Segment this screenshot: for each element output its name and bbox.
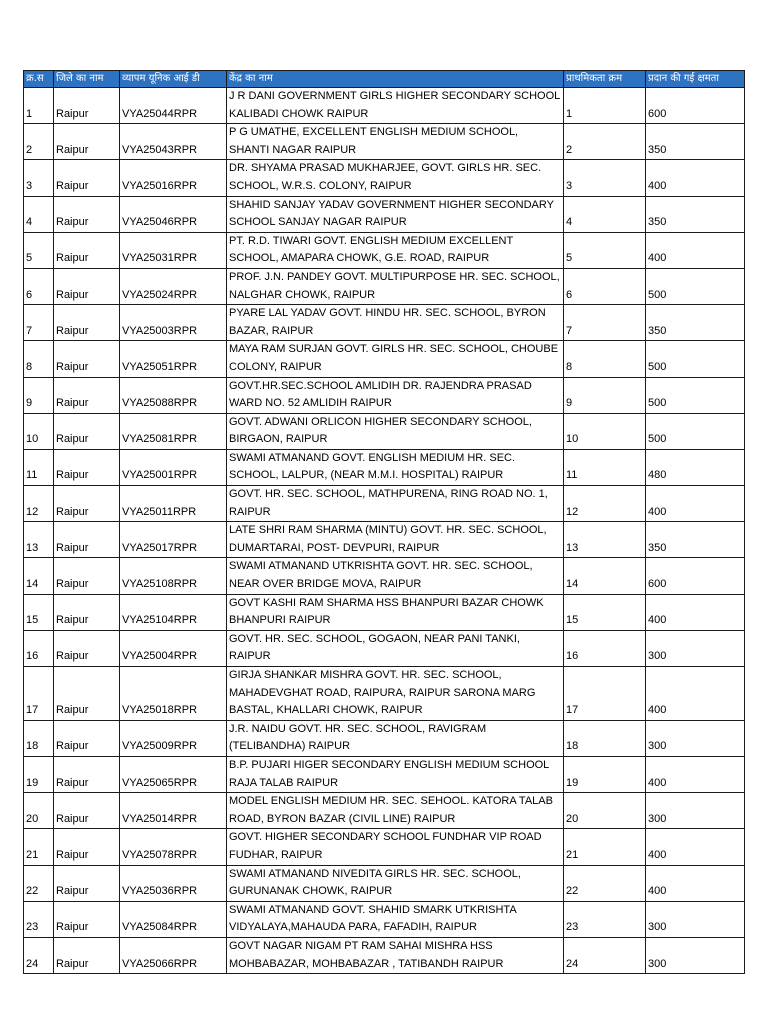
cell-district: Raipur xyxy=(54,377,120,413)
cell-district: Raipur xyxy=(54,829,120,865)
cell-center-name: PT. R.D. TIWARI GOVT. ENGLISH MEDIUM EXCELLENT SCHOOL, AMAPARA CHOWK, G.E. ROAD, RAIPUR xyxy=(227,232,564,268)
cell-vyapam-id: VYA25017RPR xyxy=(120,522,227,558)
cell-district: Raipur xyxy=(54,305,120,341)
cell-serial-number: 1 xyxy=(24,88,54,124)
cell-vyapam-id: VYA25108RPR xyxy=(120,558,227,594)
header-serial-number: क्र.स xyxy=(24,71,54,88)
cell-priority: 5 xyxy=(564,232,646,268)
cell-vyapam-id: VYA25004RPR xyxy=(120,630,227,666)
cell-vyapam-id: VYA25081RPR xyxy=(120,413,227,449)
cell-capacity: 500 xyxy=(646,413,745,449)
cell-priority: 17 xyxy=(564,667,646,721)
cell-capacity: 300 xyxy=(646,901,745,937)
cell-center-name: SWAMI ATMANAND UTKRISHTA GOVT. HR. SEC. SCHOOL, NEAR OVER BRIDGE MOVA, RAIPUR xyxy=(227,558,564,594)
cell-center-name: GOVT. ADWANI ORLICON HIGHER SECONDARY SCHOOL, BIRGAON, RAIPUR xyxy=(227,413,564,449)
cell-priority: 8 xyxy=(564,341,646,377)
cell-capacity: 350 xyxy=(646,124,745,160)
cell-center-name: GIRJA SHANKAR MISHRA GOVT. HR. SEC. SCHOOL, MAHADEVGHAT ROAD, RAIPURA, RAIPUR SARONA MARG BASTAL, KHALLARI CHOWK, RAIPUR xyxy=(227,667,564,721)
cell-capacity: 400 xyxy=(646,232,745,268)
table-row xyxy=(24,901,745,937)
cell-center-name: GOVT. HR. SEC. SCHOOL, MATHPURENA, RING ROAD NO. 1, RAIPUR xyxy=(227,486,564,522)
table-row xyxy=(24,865,745,901)
cell-center-name: P G UMATHE, EXCELLENT ENGLISH MEDIUM SCHOOL, SHANTI NAGAR RAIPUR xyxy=(227,124,564,160)
cell-serial-number: 4 xyxy=(24,196,54,232)
cell-capacity: 350 xyxy=(646,196,745,232)
cell-serial-number: 24 xyxy=(24,937,54,973)
header-district: जिले का नाम xyxy=(54,71,120,88)
cell-priority: 10 xyxy=(564,413,646,449)
cell-center-name: GOVT NAGAR NIGAM PT RAM SAHAI MISHRA HSS MOHBABAZAR, MOHBABAZAR , TATIBANDH RAIPUR xyxy=(227,937,564,973)
cell-center-name: LATE SHRI RAM SHARMA (MINTU) GOVT. HR. SEC. SCHOOL, DUMARTARAI, POST- DEVPURI, RAIPUR xyxy=(227,522,564,558)
cell-priority: 23 xyxy=(564,901,646,937)
cell-center-name: PYARE LAL YADAV GOVT. HINDU HR. SEC. SCHOOL, BYRON BAZAR, RAIPUR xyxy=(227,305,564,341)
table-row xyxy=(24,756,745,792)
cell-center-name: GOVT. HIGHER SECONDARY SCHOOL FUNDHAR VIP ROAD FUDHAR, RAIPUR xyxy=(227,829,564,865)
table-row xyxy=(24,720,745,756)
cell-serial-number: 13 xyxy=(24,522,54,558)
table-row xyxy=(24,160,745,196)
cell-vyapam-id: VYA25014RPR xyxy=(120,793,227,829)
cell-center-name: SWAMI ATMANAND GOVT. SHAHID SMARK UTKRISHTA VIDYALAYA,MAHAUDA PARA, FAFADIH, RAIPUR xyxy=(227,901,564,937)
table-row xyxy=(24,558,745,594)
cell-priority: 2 xyxy=(564,124,646,160)
cell-district: Raipur xyxy=(54,720,120,756)
cell-district: Raipur xyxy=(54,124,120,160)
cell-serial-number: 2 xyxy=(24,124,54,160)
cell-district: Raipur xyxy=(54,630,120,666)
cell-capacity: 300 xyxy=(646,630,745,666)
cell-vyapam-id: VYA25031RPR xyxy=(120,232,227,268)
cell-district: Raipur xyxy=(54,901,120,937)
exam-center-sheet xyxy=(23,70,744,974)
header-capacity: प्रदान की गई क्षमता xyxy=(646,71,745,88)
cell-capacity: 500 xyxy=(646,377,745,413)
cell-district: Raipur xyxy=(54,160,120,196)
cell-center-name: SHAHID SANJAY YADAV GOVERNMENT HIGHER SECONDARY SCHOOL SANJAY NAGAR RAIPUR xyxy=(227,196,564,232)
cell-district: Raipur xyxy=(54,341,120,377)
cell-vyapam-id: VYA25016RPR xyxy=(120,160,227,196)
cell-priority: 7 xyxy=(564,305,646,341)
cell-district: Raipur xyxy=(54,667,120,721)
cell-vyapam-id: VYA25018RPR xyxy=(120,667,227,721)
cell-priority: 13 xyxy=(564,522,646,558)
cell-priority: 19 xyxy=(564,756,646,792)
cell-vyapam-id: VYA25024RPR xyxy=(120,268,227,304)
cell-district: Raipur xyxy=(54,232,120,268)
cell-center-name: GOVT.HR.SEC.SCHOOL AMLIDIH DR. RAJENDRA PRASAD WARD NO. 52 AMLIDIH RAIPUR xyxy=(227,377,564,413)
cell-capacity: 500 xyxy=(646,268,745,304)
table-row xyxy=(24,268,745,304)
cell-capacity: 400 xyxy=(646,160,745,196)
table-row xyxy=(24,232,745,268)
cell-vyapam-id: VYA25036RPR xyxy=(120,865,227,901)
cell-serial-number: 22 xyxy=(24,865,54,901)
table-row xyxy=(24,522,745,558)
cell-serial-number: 15 xyxy=(24,594,54,630)
cell-center-name: J.R. NAIDU GOVT. HR. SEC. SCHOOL, RAVIGRAM (TELIBANDHA) RAIPUR xyxy=(227,720,564,756)
cell-vyapam-id: VYA25044RPR xyxy=(120,88,227,124)
cell-vyapam-id: VYA25001RPR xyxy=(120,449,227,485)
cell-center-name: MAYA RAM SURJAN GOVT. GIRLS HR. SEC. SCHOOL, CHOUBE COLONY, RAIPUR xyxy=(227,341,564,377)
cell-priority: 15 xyxy=(564,594,646,630)
cell-district: Raipur xyxy=(54,486,120,522)
cell-capacity: 300 xyxy=(646,720,745,756)
table-row xyxy=(24,124,745,160)
cell-capacity: 400 xyxy=(646,756,745,792)
table-row xyxy=(24,486,745,522)
table-row xyxy=(24,829,745,865)
cell-district: Raipur xyxy=(54,196,120,232)
cell-priority: 22 xyxy=(564,865,646,901)
cell-priority: 21 xyxy=(564,829,646,865)
cell-district: Raipur xyxy=(54,413,120,449)
cell-district: Raipur xyxy=(54,449,120,485)
cell-capacity: 400 xyxy=(646,865,745,901)
cell-serial-number: 6 xyxy=(24,268,54,304)
cell-district: Raipur xyxy=(54,268,120,304)
cell-capacity: 600 xyxy=(646,88,745,124)
cell-center-name: PROF. J.N. PANDEY GOVT. MULTIPURPOSE HR. SEC. SCHOOL, NALGHAR CHOWK, RAIPUR xyxy=(227,268,564,304)
cell-priority: 16 xyxy=(564,630,646,666)
table-row xyxy=(24,341,745,377)
cell-priority: 9 xyxy=(564,377,646,413)
table-row xyxy=(24,667,745,721)
cell-serial-number: 9 xyxy=(24,377,54,413)
cell-capacity: 600 xyxy=(646,558,745,594)
cell-priority: 18 xyxy=(564,720,646,756)
table-row xyxy=(24,305,745,341)
cell-capacity: 500 xyxy=(646,341,745,377)
table-row xyxy=(24,377,745,413)
cell-district: Raipur xyxy=(54,522,120,558)
table-row xyxy=(24,88,745,124)
exam-center-table xyxy=(23,70,745,974)
cell-serial-number: 12 xyxy=(24,486,54,522)
cell-capacity: 400 xyxy=(646,829,745,865)
cell-capacity: 300 xyxy=(646,937,745,973)
cell-priority: 12 xyxy=(564,486,646,522)
cell-vyapam-id: VYA25065RPR xyxy=(120,756,227,792)
cell-center-name: B.P. PUJARI HIGER SECONDARY ENGLISH MEDIUM SCHOOL RAJA TALAB RAIPUR xyxy=(227,756,564,792)
cell-serial-number: 3 xyxy=(24,160,54,196)
cell-center-name: J R DANI GOVERNMENT GIRLS HIGHER SECONDARY SCHOOL KALIBADI CHOWK RAIPUR xyxy=(227,88,564,124)
cell-vyapam-id: VYA25088RPR xyxy=(120,377,227,413)
header-center-name: केंद्र का नाम xyxy=(227,71,564,88)
cell-priority: 6 xyxy=(564,268,646,304)
cell-vyapam-id: VYA25043RPR xyxy=(120,124,227,160)
cell-center-name: SWAMI ATMANAND NIVEDITA GIRLS HR. SEC. SCHOOL, GURUNANAK CHOWK, RAIPUR xyxy=(227,865,564,901)
cell-serial-number: 16 xyxy=(24,630,54,666)
cell-vyapam-id: VYA25009RPR xyxy=(120,720,227,756)
cell-vyapam-id: VYA25046RPR xyxy=(120,196,227,232)
cell-capacity: 350 xyxy=(646,305,745,341)
cell-capacity: 480 xyxy=(646,449,745,485)
cell-district: Raipur xyxy=(54,937,120,973)
cell-district: Raipur xyxy=(54,865,120,901)
cell-serial-number: 19 xyxy=(24,756,54,792)
cell-vyapam-id: VYA25084RPR xyxy=(120,901,227,937)
cell-priority: 11 xyxy=(564,449,646,485)
cell-serial-number: 17 xyxy=(24,667,54,721)
cell-district: Raipur xyxy=(54,594,120,630)
cell-serial-number: 20 xyxy=(24,793,54,829)
cell-serial-number: 10 xyxy=(24,413,54,449)
cell-vyapam-id: VYA25078RPR xyxy=(120,829,227,865)
cell-center-name: GOVT KASHI RAM SHARMA HSS BHANPURI BAZAR CHOWK BHANPURI RAIPUR xyxy=(227,594,564,630)
cell-capacity: 400 xyxy=(646,667,745,721)
header-vyapam-id: व्यापम यूनिक आई डी xyxy=(120,71,227,88)
header-row xyxy=(24,71,745,88)
cell-serial-number: 11 xyxy=(24,449,54,485)
table-body xyxy=(24,88,745,974)
table-row xyxy=(24,937,745,973)
cell-center-name: GOVT. HR. SEC. SCHOOL, GOGAON, NEAR PANI TANKI, RAIPUR xyxy=(227,630,564,666)
cell-vyapam-id: VYA25011RPR xyxy=(120,486,227,522)
cell-vyapam-id: VYA25003RPR xyxy=(120,305,227,341)
table-row xyxy=(24,449,745,485)
cell-serial-number: 7 xyxy=(24,305,54,341)
cell-priority: 1 xyxy=(564,88,646,124)
header-priority: प्राथमिकता क्रम xyxy=(564,71,646,88)
table-row xyxy=(24,630,745,666)
cell-serial-number: 18 xyxy=(24,720,54,756)
cell-priority: 24 xyxy=(564,937,646,973)
table-row xyxy=(24,196,745,232)
cell-serial-number: 8 xyxy=(24,341,54,377)
cell-capacity: 400 xyxy=(646,594,745,630)
cell-priority: 3 xyxy=(564,160,646,196)
cell-serial-number: 5 xyxy=(24,232,54,268)
cell-serial-number: 21 xyxy=(24,829,54,865)
cell-priority: 14 xyxy=(564,558,646,594)
cell-capacity: 350 xyxy=(646,522,745,558)
cell-vyapam-id: VYA25066RPR xyxy=(120,937,227,973)
cell-district: Raipur xyxy=(54,793,120,829)
cell-priority: 4 xyxy=(564,196,646,232)
cell-center-name: DR. SHYAMA PRASAD MUKHARJEE, GOVT. GIRLS HR. SEC. SCHOOL, W.R.S. COLONY, RAIPUR xyxy=(227,160,564,196)
cell-serial-number: 14 xyxy=(24,558,54,594)
cell-vyapam-id: VYA25051RPR xyxy=(120,341,227,377)
cell-center-name: SWAMI ATMANAND GOVT. ENGLISH MEDIUM HR. SEC. SCHOOL, LALPUR, (NEAR M.M.I. HOSPITAL) RAIPUR xyxy=(227,449,564,485)
cell-capacity: 400 xyxy=(646,486,745,522)
cell-district: Raipur xyxy=(54,88,120,124)
cell-vyapam-id: VYA25104RPR xyxy=(120,594,227,630)
cell-priority: 20 xyxy=(564,793,646,829)
cell-serial-number: 23 xyxy=(24,901,54,937)
table-row xyxy=(24,594,745,630)
cell-capacity: 300 xyxy=(646,793,745,829)
table-row xyxy=(24,413,745,449)
table-row xyxy=(24,793,745,829)
cell-center-name: MODEL ENGLISH MEDIUM HR. SEC. SEHOOL. KATORA TALAB ROAD, BYRON BAZAR (CIVIL LINE) RAIPUR xyxy=(227,793,564,829)
cell-district: Raipur xyxy=(54,558,120,594)
cell-district: Raipur xyxy=(54,756,120,792)
